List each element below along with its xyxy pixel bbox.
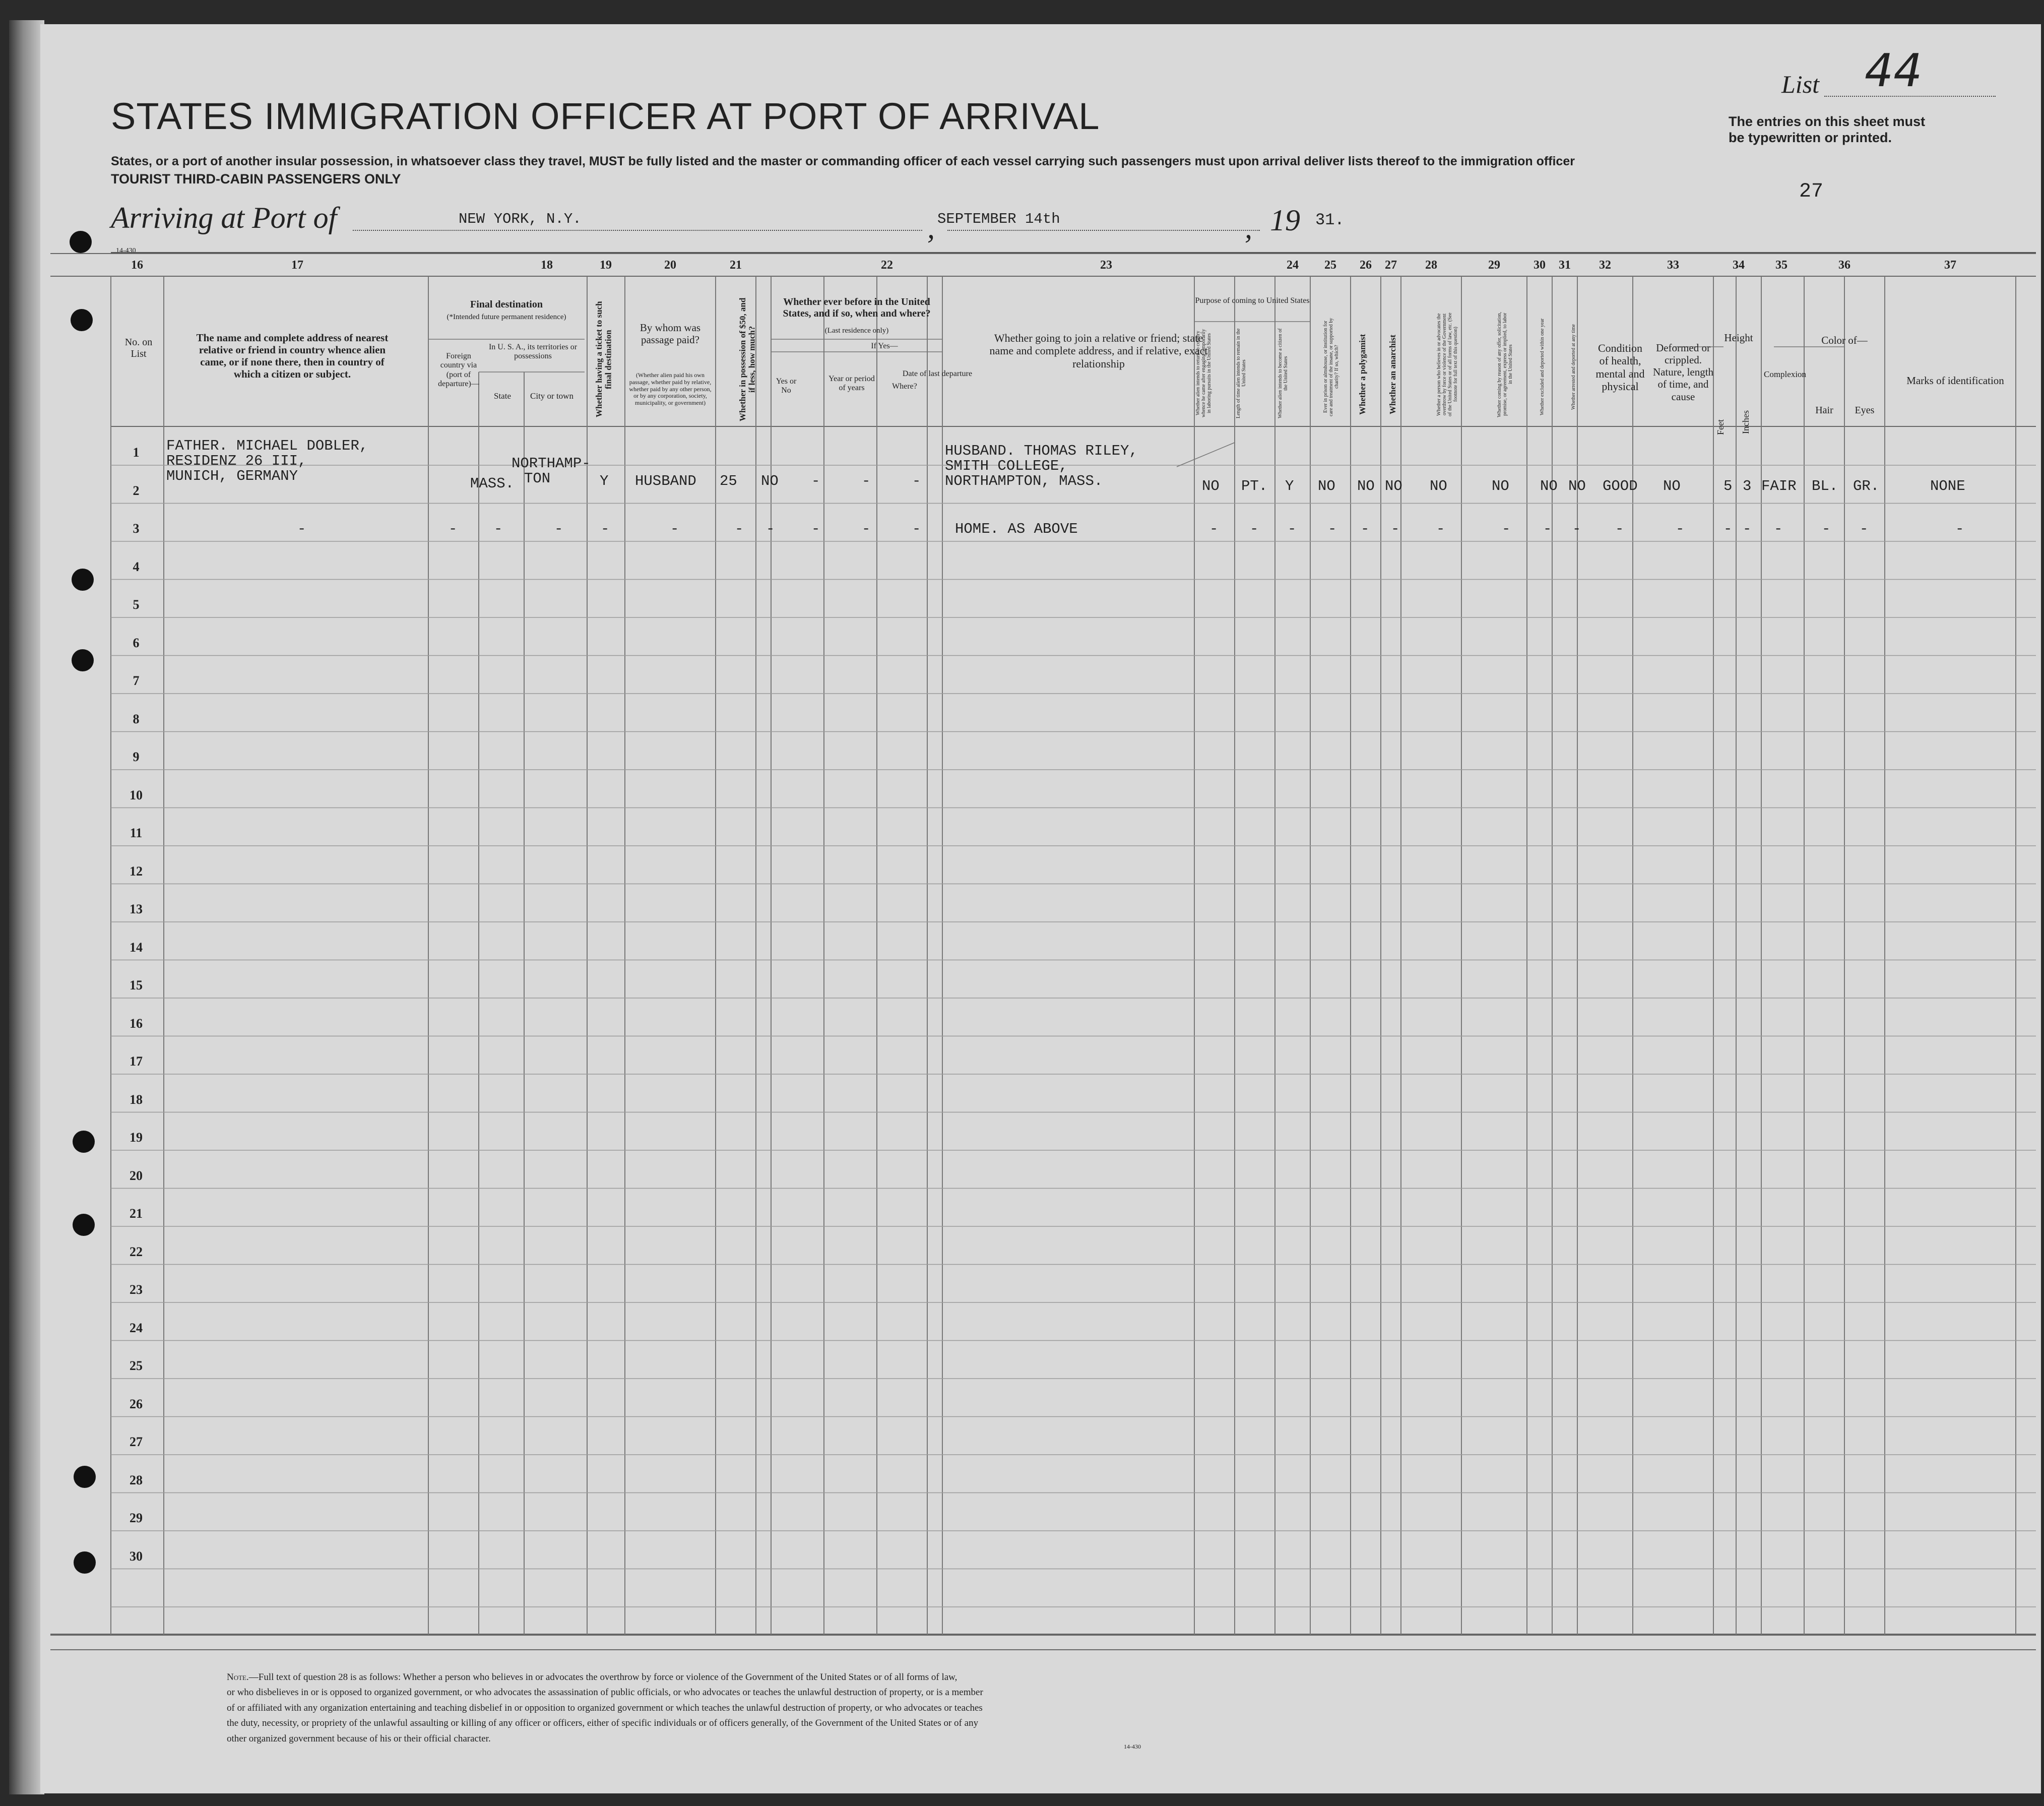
header-feet: Feet	[1715, 419, 1726, 435]
cell-deformed: NO	[1663, 478, 1681, 494]
header-in-usa: In U. S. A., its territories or possessions	[488, 343, 578, 361]
column-number: 28	[1425, 259, 1437, 272]
header-height: Height	[1724, 332, 1753, 344]
header-city: City or town	[530, 391, 573, 401]
cell-eyes: GR.	[1853, 478, 1880, 494]
row-number: 12	[130, 863, 143, 879]
cell-inches: 3	[1743, 478, 1752, 494]
header-date-departure: Date of last departure	[902, 369, 973, 378]
cell-join: SMITH COLLEGE,	[945, 458, 1068, 474]
cell-hair: -	[1822, 521, 1831, 537]
cell-length: -	[1250, 521, 1259, 537]
column-number: 29	[1488, 259, 1500, 272]
header-color-of: Color of—	[1821, 334, 1868, 346]
column-number: 22	[881, 259, 893, 272]
footnote-line: or who disbelieves in or is opposed to organized government, or who advocates the assassination of public officials, or who advocates or teaches the unlawful destruction of property, or is a member	[227, 1687, 983, 1698]
header-eyes: Eyes	[1855, 405, 1875, 416]
cell-relative: MUNICH, GERMANY	[166, 468, 298, 484]
header-complexion: Complexion	[1764, 369, 1807, 379]
header-state: State	[494, 391, 511, 401]
cell-return: -	[1209, 521, 1219, 537]
cell-overthrow: NO	[1430, 478, 1447, 494]
cell-departure: -	[912, 521, 921, 537]
column-number: 33	[1667, 259, 1679, 272]
page-subtitle: States, or a port of another insular possession, in whatsoever class they travel, MUST be fully listed and the master or commanding officer of each vessel carrying such passengers must upon arrival deliver lists thereof to the immigration officer	[111, 154, 1575, 168]
header-money: Whether in possession of $50, and if less, how much?	[738, 297, 757, 421]
header-if-yes: If Yes—	[871, 342, 898, 350]
row-number: 19	[130, 1130, 143, 1145]
column-number: 16	[131, 259, 143, 272]
cell-offer: NO	[1492, 478, 1509, 494]
cell-city: TON	[524, 470, 551, 487]
row-number: 24	[130, 1320, 143, 1335]
arriving-label: Arriving at Port of	[111, 201, 337, 234]
footnote-line: —Full text of question 28 is as follows: Whether a person who believes in or advocates the overthrow by force or violence of the Government of the United States or of all forms of law,	[248, 1672, 957, 1683]
header-offer: Whether coming by reason of any offer, solicitation, promise, or agreement, express or implied, to labor in the United States	[1497, 312, 1513, 417]
cell-prison: -	[1328, 521, 1337, 537]
header-nearest-relative: The name and complete address of nearest relative or friend in country whence alien came, or if none there, then in country of which a citizen or subject.	[196, 332, 389, 381]
cell-arrested: -	[1572, 521, 1581, 537]
cell-period: -	[811, 473, 820, 489]
header-citizen: Whether alien intends to become a citizen of the United States	[1278, 328, 1289, 418]
cell-where: -	[862, 473, 871, 489]
header-passage-paid-sub: (Whether alien paid his own passage, whether paid by relative, whether paid by any other person, or by any corporation, society, municipality, or government)	[629, 371, 712, 407]
comma: ,	[927, 211, 935, 244]
cell-citizen: Y	[1285, 478, 1294, 494]
header-return: Whether alien intends to return to country whence he came after engaging temporarily in laboring pursuits in the United States	[1195, 329, 1212, 418]
cell-excluded: NO	[1540, 478, 1558, 494]
cell-relative: -	[297, 521, 306, 537]
header-ever-before: Whether ever before in the United States, and if so, when and where?	[783, 296, 931, 319]
cell-paid-by: HUSBAND	[635, 473, 696, 489]
cell-money: 25	[720, 473, 737, 489]
row-number: 11	[130, 826, 143, 840]
header-excluded: Whether excluded and deported within one year	[1540, 318, 1545, 416]
cell-state: MASS.	[470, 475, 515, 492]
column-number: 19	[600, 259, 612, 272]
header-final-destination-sub: (*Intended future permanent residence)	[446, 313, 566, 321]
column-number: 21	[730, 259, 742, 272]
column-number: 31	[1559, 259, 1571, 272]
row-number: 16	[130, 1016, 143, 1031]
column-number: 17	[291, 259, 303, 272]
page-reference: 27	[1799, 180, 1824, 203]
row-number: 1	[133, 445, 140, 460]
cell-complexion: FAIR	[1761, 478, 1797, 494]
header-purpose: Purpose of coming to United States	[1195, 296, 1310, 305]
cell-return: NO	[1202, 478, 1220, 494]
cell-join: HOME. AS ABOVE	[955, 521, 1078, 537]
row-number: 21	[130, 1206, 143, 1221]
cell-before: NO	[761, 473, 779, 489]
cell-city: -	[554, 521, 563, 537]
column-number: 26	[1360, 259, 1372, 272]
header-health: Condition of health, mental and physical	[1595, 342, 1645, 393]
cell-ticket: -	[601, 521, 610, 537]
header-hair: Hair	[1815, 405, 1833, 416]
row-number: 25	[130, 1358, 143, 1373]
header-arrested: Whether arrested and deported at any time	[1571, 324, 1576, 410]
header-anarchist: Whether an anarchist	[1388, 334, 1397, 415]
cell-hair: BL.	[1812, 478, 1838, 494]
cell-anarchist: -	[1391, 521, 1400, 537]
cell-eyes: -	[1860, 521, 1869, 537]
cell-deformed: -	[1676, 521, 1685, 537]
column-number: 25	[1324, 259, 1336, 272]
column-number: 32	[1599, 259, 1611, 272]
port-of-arrival: NEW YORK, N.Y.	[459, 211, 582, 227]
header-join-relative: Whether going to join a relative or friend; state name and complete address, and if relative, exact relationship	[989, 332, 1208, 370]
row-number: 17	[130, 1054, 143, 1069]
entries-note: The entries on this sheet must	[1729, 114, 1926, 129]
header-ever-before-sub: (Last residence only)	[824, 327, 889, 335]
row-number: 22	[130, 1244, 143, 1259]
row-number: 3	[133, 521, 140, 536]
cell-prison: NO	[1318, 478, 1335, 494]
list-label: List	[1781, 70, 1820, 98]
footnote	[227, 1670, 1587, 1747]
column-number: 36	[1838, 259, 1850, 272]
cell-state: -	[494, 521, 503, 537]
page-edge-shadow	[9, 20, 44, 1794]
year-suffix: 31.	[1315, 211, 1345, 229]
footnote-label: Note.	[227, 1672, 249, 1683]
row-number: 18	[130, 1092, 143, 1107]
column-number: 34	[1733, 259, 1745, 272]
cell-health: GOOD	[1603, 478, 1638, 494]
cell-arrested: NO	[1568, 478, 1586, 494]
list-number: 44	[1865, 44, 1923, 97]
header-period: Year or period of years	[828, 375, 875, 393]
row-number: 8	[133, 711, 140, 726]
header-ticket: Whether having a ticket to such final destination	[594, 301, 613, 418]
column-number: 20	[664, 259, 676, 272]
cell-period: -	[811, 521, 820, 537]
cell-feet: -	[1723, 521, 1733, 537]
column-number: 27	[1385, 259, 1397, 272]
page-title: STATES IMMIGRATION OFFICER AT PORT OF ARRIVAL	[111, 95, 1100, 137]
cell-feet: 5	[1723, 478, 1733, 494]
header-polygamist: Whether a polygamist	[1358, 334, 1367, 415]
header-no-on-list: No. on List	[124, 337, 153, 359]
cell-money: -	[735, 521, 744, 537]
entries-note: be typewritten or printed.	[1729, 130, 1892, 145]
header-foreign-country: Foreign country via (port of departure)—	[438, 352, 479, 389]
cell-join: NORTHAMPTON, MASS.	[945, 473, 1103, 489]
footnote-line: other organized government because of his or their official character.	[227, 1733, 491, 1744]
cell-marks: NONE	[1930, 478, 1965, 494]
row-number: 15	[130, 978, 143, 992]
column-number: 24	[1287, 259, 1299, 272]
cell-foreign: -	[449, 521, 458, 537]
footnote-line: of or affiliated with any organization entertaining and teaching disbelief in or opposition to organized government or which teaches the unlawful destruction of property, or who advocates or teaches	[227, 1702, 983, 1713]
manifest-sheet	[40, 24, 2041, 1793]
row-number: 20	[130, 1168, 143, 1183]
header-marks: Marks of identification	[1906, 375, 2004, 387]
column-number: 23	[1100, 259, 1112, 272]
row-number: 23	[130, 1282, 143, 1297]
row-number: 28	[130, 1472, 143, 1487]
row-number: 14	[130, 940, 143, 955]
row-number: 5	[133, 597, 140, 612]
header-final-destination: Final destination	[470, 299, 543, 310]
cell-paid-by: -	[670, 521, 679, 537]
passenger-class: TOURIST THIRD-CABIN PASSENGERS ONLY	[111, 171, 401, 186]
row-number: 27	[130, 1435, 143, 1449]
cell-relative: FATHER. MICHAEL DOBLER,	[166, 438, 368, 454]
column-number: 30	[1534, 259, 1546, 272]
cell-marks: -	[1955, 521, 1964, 537]
row-number: 30	[130, 1548, 143, 1564]
row-number: 10	[130, 787, 143, 802]
header-where: Where?	[892, 382, 917, 391]
header-yes-no: Yes or No	[776, 377, 797, 395]
header-overthrow: Whether a person who believes in or advocates the overthrow by force or violence of the Government of the United States or of all forms of law, etc. (See footnote for full text of this question)	[1436, 313, 1458, 416]
small-ref: 14-430	[116, 247, 136, 255]
cell-anarchist: NO	[1385, 478, 1402, 494]
cell-excluded: -	[1543, 521, 1552, 537]
header-inches: Inches	[1741, 410, 1751, 434]
cell-join: HUSBAND. THOMAS RILEY,	[945, 443, 1138, 459]
cell-where: -	[862, 521, 871, 537]
cell-complexion: -	[1774, 521, 1783, 537]
cell-offer: -	[1502, 521, 1511, 537]
header-length: Length of time alien intends to remain in the United States	[1236, 328, 1247, 418]
cell-relative: RESIDENZ 26 III,	[166, 453, 307, 469]
cell-inches: -	[1743, 521, 1752, 537]
comma: ,	[1245, 211, 1252, 244]
cell-ticket: Y	[600, 473, 609, 489]
row-number: 6	[133, 635, 140, 650]
row-number: 7	[133, 673, 140, 688]
cell-polygamist: -	[1361, 521, 1370, 537]
column-number: 35	[1775, 259, 1787, 272]
row-number: 2	[133, 483, 140, 498]
column-number: 37	[1944, 259, 1956, 272]
form-number: 14-430	[1124, 1743, 1141, 1750]
year-prefix: 19	[1270, 204, 1300, 237]
cell-before: -	[766, 521, 775, 537]
header-deformed: Deformed or crippled. Nature, length of time, and cause	[1652, 342, 1714, 403]
row-number: 29	[130, 1511, 143, 1525]
cell-polygamist: NO	[1357, 478, 1375, 494]
cell-overthrow: -	[1436, 521, 1445, 537]
header-prison: Ever in prison or almshouse, or institution for care and treatment of the insane, or supported by charity? If so, which?	[1323, 318, 1339, 416]
cell-departure: -	[912, 473, 921, 489]
cell-health: -	[1615, 521, 1624, 537]
row-number: 26	[130, 1396, 143, 1411]
table-grid	[40, 24, 2041, 1793]
row-number: 13	[130, 902, 143, 916]
row-number: 4	[133, 559, 140, 574]
cell-city: NORTHAMP-	[512, 455, 591, 472]
footnote-line: the duty, necessity, or propriety of the unlawful assaulting or killing of any officer or officers, either of specific individuals or of officers generally, of the Government of the United States or of any	[227, 1718, 979, 1729]
arrival-date: SEPTEMBER 14th	[937, 211, 1060, 227]
column-number: 18	[541, 259, 553, 272]
cell-citizen: -	[1288, 521, 1297, 537]
row-number: 9	[133, 750, 140, 764]
cell-length: PT.	[1241, 478, 1268, 494]
header-passage-paid: By whom was passage paid?	[640, 322, 701, 346]
